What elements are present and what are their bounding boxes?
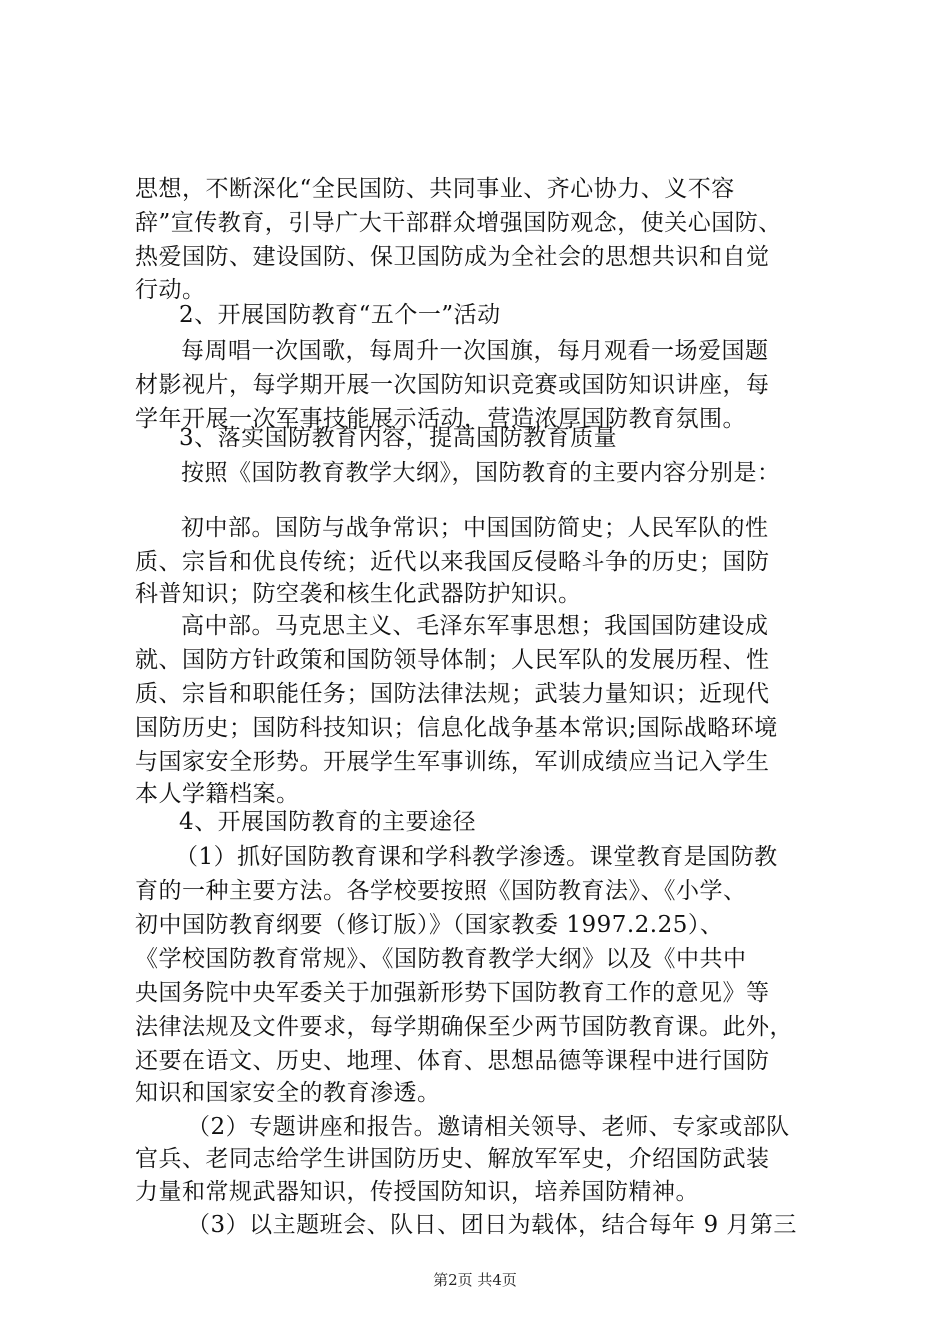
text-line: 初中国防教育纲要（修订版）》（国家教委 1997.2.25）、	[135, 912, 724, 938]
section-heading: 4、开展国防教育的主要途径	[179, 809, 477, 835]
text-line: 学年开展一次军事技能展示活动，营造浓厚国防教育氛围。	[135, 406, 746, 432]
text-line: 本人学籍档案。	[135, 781, 300, 807]
text-line: 材影视片，每学期开展一次国防知识竞赛或国防知识讲座，每	[135, 372, 770, 398]
text-line: 法律法规及文件要求，每学期确保至少两节国防教育课。此外，	[135, 1014, 793, 1040]
page-number-footer: 第2页 共4页	[433, 1271, 517, 1289]
section-heading: 2、开展国防教育“五个一”活动	[179, 302, 501, 328]
text-line: 《学校国防教育常规》、《国防教育教学大纲》以及《中共中	[135, 946, 747, 972]
text-line: 初中部。国防与战争常识；中国国防简史；人民军队的性	[181, 515, 769, 541]
text-line: 科普知识；防空袭和核生化武器防护知识。	[135, 581, 582, 607]
text-line: 辞”宣传教育，引导广大干部群众增强国防观念，使关心国防、	[135, 210, 782, 236]
text-line: 官兵、老同志给学生讲国防历史、解放军军史，介绍国防武装	[135, 1146, 770, 1172]
text-line: 就、国防方针政策和国防领导体制；人民军队的发展历程、性	[135, 647, 770, 673]
text-line: 每周唱一次国歌，每周升一次国旗，每月观看一场爱国题	[181, 338, 769, 364]
text-line: 与国家安全形势。开展学生军事训练，军训成绩应当记入学生	[135, 749, 770, 775]
text-line: （2）专题讲座和报告。邀请相关领导、老师、专家或部队	[187, 1114, 790, 1140]
text-line: 质、宗旨和优良传统；近代以来我国反侵略斗争的历史；国防	[135, 549, 770, 575]
text-line: 思想，不断深化“全民国防、共同事业、齐心协力、义不容	[135, 176, 735, 202]
text-line: 行动。	[135, 277, 206, 303]
text-line: 育的一种主要方法。各学校要按照《国防教育法》、《小学、	[135, 878, 747, 904]
text-line: 高中部。马克思主义、毛泽东军事思想；我国国防建设成	[181, 613, 769, 639]
text-line: 力量和常规武器知识，传授国防知识，培养国防精神。	[135, 1179, 699, 1205]
text-line: 质、宗旨和职能任务；国防法律法规；武装力量知识；近现代	[135, 681, 770, 707]
text-line: 国防历史；国防科技知识；信息化战争基本常识;国际战略环境	[135, 715, 778, 741]
text-line: 热爱国防、建设国防、保卫国防成为全社会的思想共识和自觉	[135, 244, 770, 270]
section-heading: 3、落实国防教育内容，提高国防教育质量	[179, 425, 618, 451]
text-line: 按照《国防教育教学大纲》，国防教育的主要内容分别是：	[181, 460, 781, 486]
text-line: （3）以主题班会、队日、团日为载体，结合每年 9 月第三	[187, 1212, 797, 1238]
text-line: 知识和国家安全的教育渗透。	[135, 1080, 441, 1106]
text-line: 还要在语文、历史、地理、体育、思想品德等课程中进行国防	[135, 1048, 770, 1074]
text-line: （1）抓好国防教育课和学科教学渗透。课堂教育是国防教	[175, 844, 778, 870]
text-line: 央国务院中央军委关于加强新形势下国防教育工作的意见》等	[135, 980, 770, 1006]
